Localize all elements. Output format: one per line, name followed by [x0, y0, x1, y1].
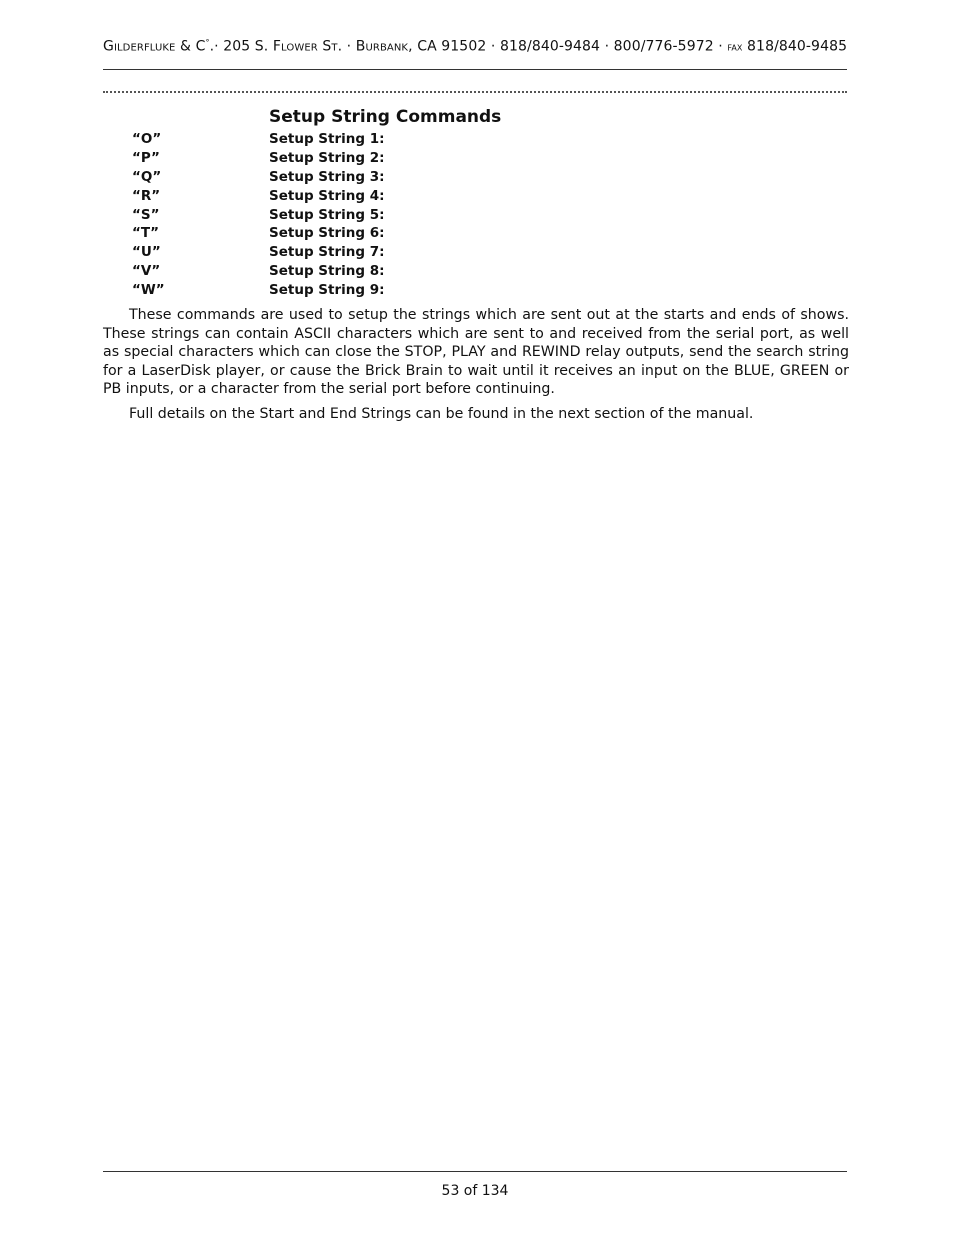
page-number: 53 of 134: [441, 1183, 509, 1199]
header-separator-2: . ·: [337, 38, 356, 55]
section-title: Setup String Commands: [269, 107, 502, 127]
city-initial: B: [355, 38, 366, 55]
command-row: [132, 280, 385, 299]
address-and-phones: , CA 91502 · 818/840-9484 · 800/776-5972 ·: [408, 38, 728, 55]
command-row: [132, 149, 385, 168]
command-label: Setup String 2:: [269, 150, 385, 167]
command-label: Setup String 7:: [269, 244, 385, 261]
dotted-divider: [103, 91, 847, 93]
body-text: [103, 306, 849, 430]
company-suffix: & C: [175, 38, 206, 55]
command-label: Setup String 4:: [269, 187, 385, 204]
company-name-rest: ilderfluke: [113, 38, 176, 55]
body-paragraph: These commands are used to setup the strings which are sent out at the starts and ends of shows. These strings can contain ASCII characters which are sent to and received from the serial port, as well as special characters which can close the STOP, PLAY and REWIND relay outputs, send the search string for a LaserDisk player, or cause the Brick Brain to wait until it receives an input on the BLUE, GREEN or PB inputs, or a character from the serial port before continuing.: [103, 307, 849, 398]
command-key: “W”: [132, 281, 165, 298]
command-row: [132, 205, 385, 224]
command-key: “R”: [132, 187, 161, 204]
command-key: “P”: [132, 150, 160, 167]
command-key: “V”: [132, 262, 161, 279]
street-suffix-initial: S: [317, 38, 332, 55]
command-label: Setup String 6:: [269, 225, 385, 242]
command-list: [132, 130, 385, 299]
city-rest: urbank: [365, 38, 409, 55]
street-suffix-rest: t: [331, 38, 338, 55]
command-row: [132, 130, 385, 149]
command-key: “O”: [132, 131, 162, 148]
fax-number: 818/840-9485: [742, 38, 848, 55]
company-name-initial: G: [103, 38, 114, 55]
command-label: Setup String 5:: [269, 206, 385, 223]
command-label: Setup String 1:: [269, 131, 385, 148]
command-label: Setup String 9:: [269, 281, 385, 298]
command-row: [132, 243, 385, 262]
header-separator: .· 205 S.: [209, 38, 273, 55]
command-row: [132, 186, 385, 205]
command-row: [132, 224, 385, 243]
footer-rule: [103, 1171, 847, 1172]
command-row: [132, 262, 385, 281]
command-label: Setup String 3:: [269, 168, 385, 185]
header-rule: [103, 69, 847, 70]
command-key: “S”: [132, 206, 160, 223]
body-paragraph: Full details on the Start and End Strings can be found in the next section of the manual.: [129, 405, 754, 422]
degree-mark: °: [205, 38, 210, 47]
command-key: “Q”: [132, 168, 162, 185]
command-key: “U”: [132, 244, 161, 261]
fax-label: fax: [727, 40, 743, 54]
command-label: Setup String 8:: [269, 262, 385, 279]
street-initial: F: [272, 38, 282, 55]
command-key: “T”: [132, 225, 159, 242]
street-rest: lower: [281, 38, 318, 55]
command-row: [132, 168, 385, 187]
page-header: [103, 38, 847, 55]
